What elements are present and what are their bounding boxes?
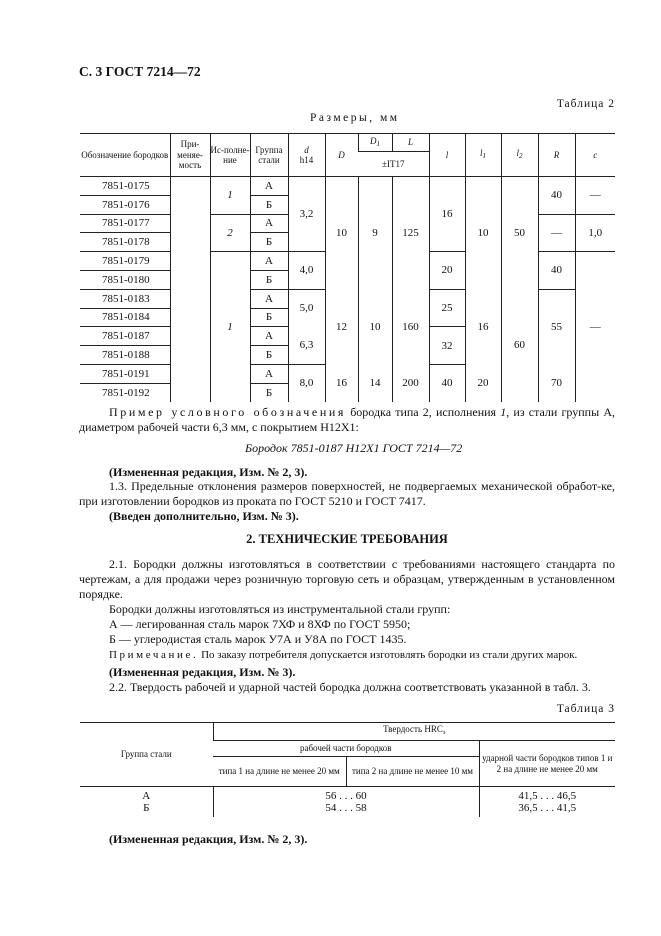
page-header: С. 3 ГОСТ 7214—72 [79,64,201,79]
row-code: 7851-0180 [80,270,170,289]
cell-d: 8,0 [288,364,325,401]
cell-group: А [250,364,288,383]
cell-l: 40 [429,364,465,401]
th-designation: Обозначение бородков [80,134,170,177]
th-steel-group: Группа стали [250,134,288,177]
cell-group: Б [250,233,288,252]
th-work-part: рабочей части бородков [213,741,479,757]
cell-group: Б [250,270,288,289]
change-note-2: (Измененная редакция, Изм. № 3). [109,665,296,679]
row-code: 7851-0187 [80,327,170,346]
row-code: 7851-0191 [80,364,170,383]
cell-d: 5,0 [288,289,325,327]
cell-L: 125 [392,177,429,290]
cell-l: 25 [429,289,465,327]
table3-caption: Таблица 3 [556,703,615,715]
cell-L: 200 [392,364,429,401]
th-c: c [575,134,615,177]
cell-version: 1 [210,252,250,402]
cell-R: 70 [538,364,575,401]
cell-l1: 10 [465,177,501,290]
paragraph-steel: Бородки должны изготовляться из инструментальной стали групп: [109,602,451,616]
cell-D: 10 [325,177,358,290]
cell-group: А [250,252,288,271]
cell-R: 40 [538,177,575,215]
cell-l: 20 [429,252,465,290]
cell-D: 12 [325,289,358,364]
cell-l1: 20 [465,364,501,401]
cell-R: — [538,214,575,252]
cell-group: Б [143,802,150,814]
table2-sizes-label: Размеры, мм [310,112,400,124]
cell-l: 16 [429,177,465,252]
cell-c: — [575,177,615,215]
added-note: (Введен дополнительно, Изм. № 3). [109,509,299,523]
th-D: D [325,134,358,177]
cell-l2: 60 [501,289,538,401]
paragraph-steel-a: А — легированная сталь марок 7ХФ и 8ХФ по ГОСТ 5950; [109,617,411,631]
th-type2: типа 2 на длине не менее 10 мм [346,757,479,787]
cell-R: 55 [538,289,575,364]
table2 [80,133,615,402]
cell-work-hardness: 54 . . . 58 [213,802,479,817]
th-application: При-меняе-мость [170,134,210,177]
row-code: 7851-0179 [80,252,170,271]
row-code: 7851-0183 [80,289,170,308]
row-code: 7851-0188 [80,346,170,365]
cell-group: Б [250,383,288,401]
cell-impact-hardness: 41,5 . . . 46,5 [479,787,615,803]
cell-d: 4,0 [288,252,325,290]
cell-group: А [250,327,288,346]
cell-D1: 10 [358,289,392,364]
th-steel-group: Группа стали [80,723,213,787]
cell-group: А [142,790,151,802]
th-hardness: Твердость $HRC_э$ [213,723,615,741]
cell-version: 1 [210,177,250,215]
change-note-1: (Измененная редакция, Изм. № 2, 3). [109,465,308,479]
cell-R: 40 [538,252,575,290]
table3 [80,722,615,817]
cell-D1: 9 [358,177,392,290]
th-l: l [429,134,465,177]
row-code: 7851-0192 [102,386,150,399]
cell-c: — [575,252,615,402]
th-tolerance: ±IT17 [358,152,429,177]
paragraph-2-2: 2.2. Твердость рабочей и ударной частей бородка должна соответствовать указанной в табл. 3. [109,680,591,694]
cell-version: 2 [210,214,250,252]
paragraph-1-3: 1.3. Предельные отклонения размеров поверхностей, не подвергаемых механической обработ-ке, при изготовлении бородков из проката по ГОСТ 5210 и ГОСТ 7417. [79,479,615,508]
cell-group: Б [250,195,288,214]
th-L: L [392,134,429,152]
paragraph-steel-b: Б — углеродистая сталь марок У7А и У8А по ГОСТ 1435. [109,632,407,646]
cell-l1: 16 [465,289,501,364]
paragraph-2-1: 2.1. Бородки должны изготовляться в соответствии с требованиями настоящего стандарта по чертежам, а для продажи через розничную торговую сеть и образцам, утвержденным в установленном порядке. [79,557,615,601]
cell-group: А [250,177,288,196]
cell-d: 3,2 [288,177,325,252]
cell-group: А [250,289,288,308]
row-code: 7851-0177 [80,214,170,233]
cell-l: 32 [429,327,465,365]
th-l1: $l_1$ [465,134,501,177]
cell-work-hardness: 56 . . . 60 [213,787,479,803]
cell-group: А [250,214,288,233]
table2-caption: Таблица 2 [556,98,615,110]
cell-D: 16 [325,364,358,401]
cell-c: 1,0 [575,214,615,252]
cell-group: Б [250,308,288,327]
th-l2: $l_2$ [501,134,538,177]
th-impact-part: ударной части бородков типов 1 и 2 на длине не менее 20 мм [479,741,615,787]
cell-l2: 50 [501,177,538,290]
cell-L: 160 [392,289,429,364]
th-R: R [538,134,575,177]
th-D1: $D_1$ [358,134,392,152]
row-code: 7851-0178 [80,233,170,252]
cell-D1: 14 [358,364,392,401]
cell-application [170,177,210,402]
change-note-3: (Измененная редакция, Изм. № 2, 3). [109,832,308,846]
row-code: 7851-0175 [80,177,170,196]
cell-group: Б [250,346,288,365]
th-version: Ис-полне-ние [210,134,250,177]
cell-d: 6,3 [288,327,325,365]
th-d: d h14 [288,134,325,177]
example-paragraph: Пример условного обозначения бородка типа 2, исполнения 1, из стали группы А, диаметром рабочей части 6,3 мм, с покрытием Н12Х1: [79,405,615,434]
section-title: 2. ТЕХНИЧЕСКИЕ ТРЕБОВАНИЯ [246,532,448,546]
row-code: 7851-0176 [80,195,170,214]
th-type1: типа 1 на длине не менее 20 мм [213,757,346,787]
note: Примечание. По заказу потребителя допускается изготовлять бородки из стали других марок. [109,649,578,661]
cell-impact-hardness: 36,5 . . . 41,5 [479,802,615,817]
example-designation: Бородок 7851-0187 Н12Х1 ГОСТ 7214—72 [245,441,463,455]
row-code: 7851-0184 [80,308,170,327]
